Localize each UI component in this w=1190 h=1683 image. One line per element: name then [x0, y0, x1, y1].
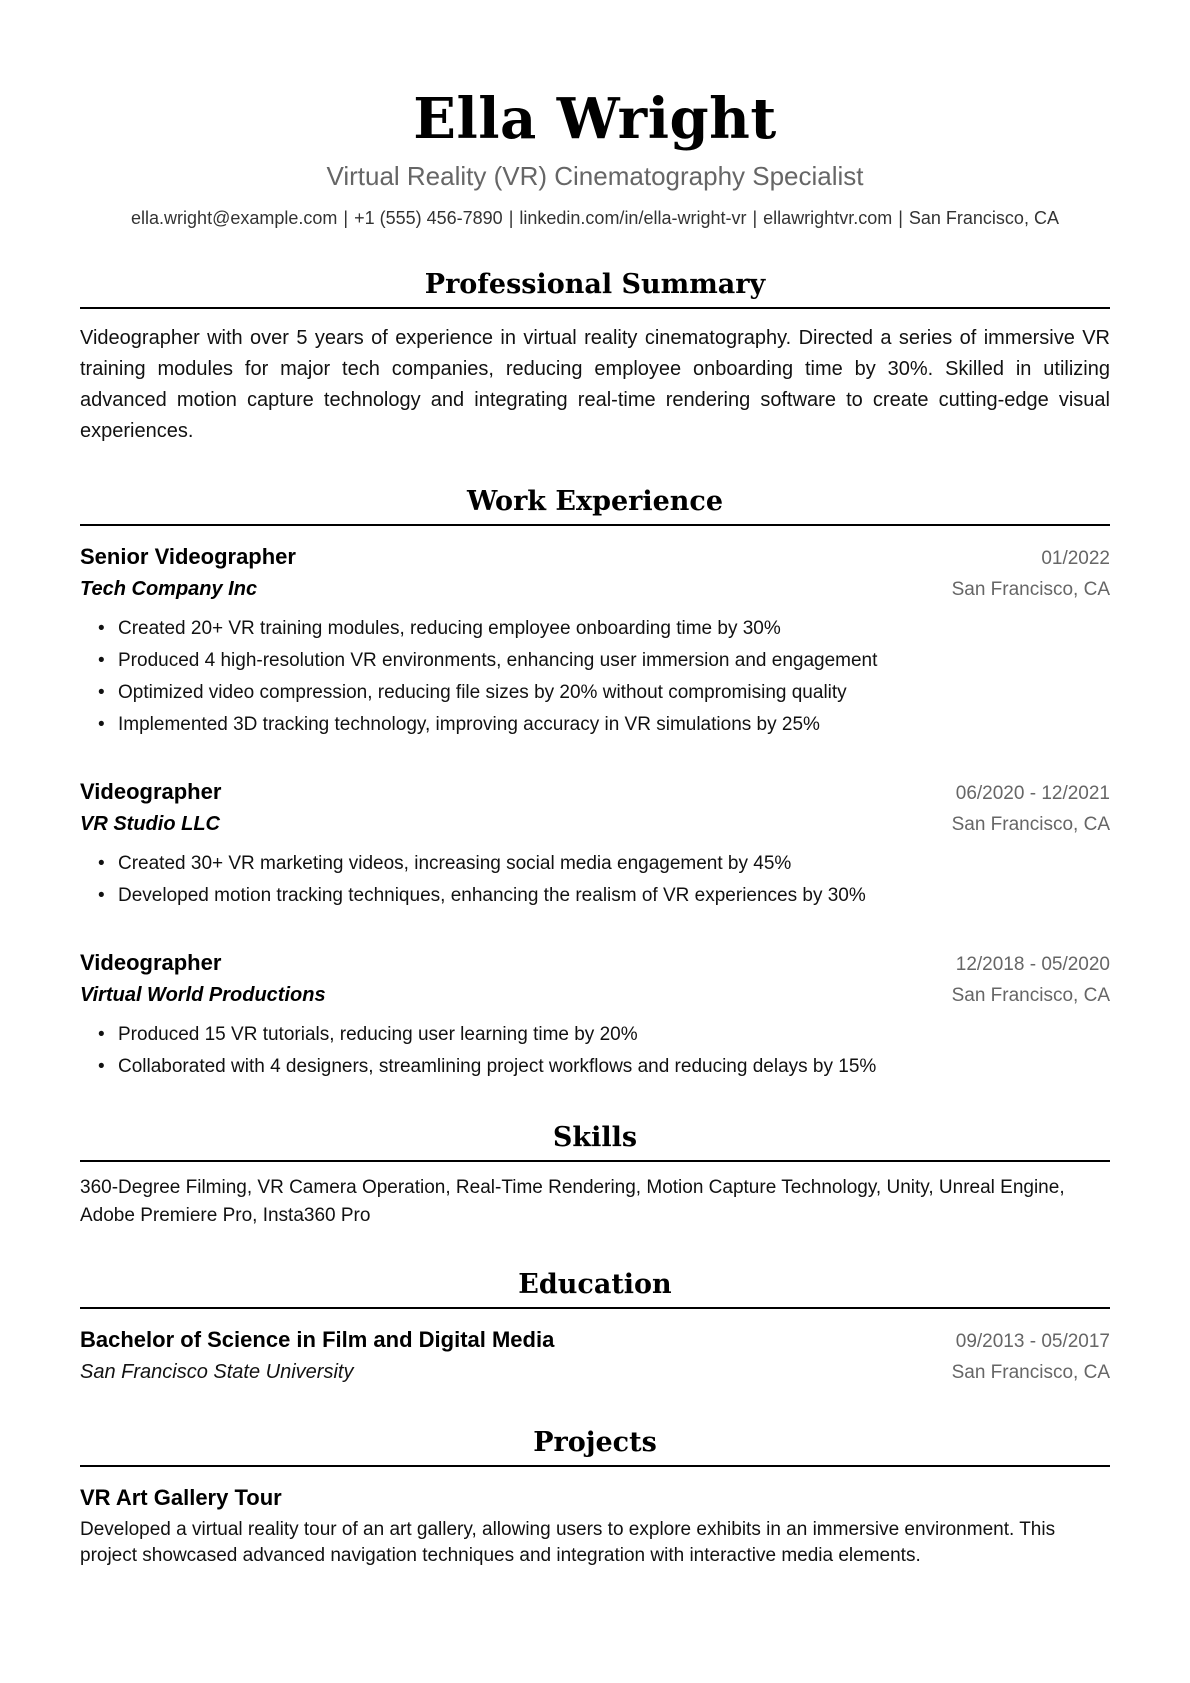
- job-entry: [80, 777, 1110, 912]
- section-title: Education: [518, 1269, 672, 1300]
- contact-phone[interactable]: +1 (555) 456-7890: [354, 208, 503, 228]
- contact-separator: |: [508, 208, 514, 228]
- summary-section: [80, 268, 1110, 447]
- candidate-name: Ella Wright: [413, 86, 777, 152]
- education-section: [80, 1268, 1110, 1388]
- education-degree: Bachelor of Science in Film and Digital Media: [80, 1327, 555, 1352]
- education-location: San Francisco, CA: [951, 1362, 1110, 1383]
- job-role: Videographer: [80, 950, 222, 975]
- project-entry: [80, 1483, 1110, 1569]
- resume-header: [80, 0, 1110, 230]
- job-bullet: • Collaborated with 4 designers, streamlining project workflows and reducing delays by 15%: [98, 1051, 1110, 1083]
- candidate-headline: Virtual Reality (VR) Cinematography Specialist: [326, 161, 864, 191]
- job-date: 12/2018 - 05/2020: [955, 954, 1110, 975]
- section-title: Skills: [552, 1122, 638, 1153]
- experience-section: [80, 485, 1110, 1083]
- section-title: Projects: [533, 1427, 657, 1458]
- project-description: Developed a virtual reality tour of an art gallery, allowing users to explore exhibits in an immersive environment. This project showcased advanced navigation techniques and integration with interactive media elements.: [80, 1519, 1056, 1566]
- job-role: Senior Videographer: [80, 544, 296, 569]
- contact-line: [80, 206, 1110, 230]
- section-divider: [80, 524, 1110, 526]
- job-location: San Francisco, CA: [951, 579, 1110, 600]
- section-title: Professional Summary: [424, 269, 766, 300]
- job-entry: [80, 948, 1110, 1083]
- job-bullets: [80, 613, 1110, 741]
- job-bullets: [80, 1019, 1110, 1083]
- job-entry: [80, 542, 1110, 741]
- job-location: San Francisco, CA: [951, 985, 1110, 1006]
- section-divider: [80, 307, 1110, 309]
- contact-separator: |: [898, 208, 903, 228]
- skills-text: 360-Degree Filming, VR Camera Operation, Real-Time Rendering, Motion Capture Technology, Unity, Unreal Engine, Adobe Premiere Pro, Insta360 Pro: [80, 1177, 1065, 1226]
- contact-separator: |: [343, 208, 349, 228]
- projects-section: [80, 1426, 1110, 1569]
- section-divider: [80, 1160, 1110, 1162]
- summary-text: Videographer with over 5 years of experience in virtual reality cinematography. Directed a series of immersive VR training modules for major tech companies, reducing employee onboarding time by 30%. Skilled in utilizing advanced motion capture technology and integrating real-time rendering software to create cutting-edge visual experiences.: [80, 327, 1110, 442]
- contact-website[interactable]: ellawrightvr.com: [763, 208, 893, 228]
- job-bullet: • Developed motion tracking techniques, enhancing the realism of VR experiences by 30%: [98, 880, 1110, 912]
- section-divider: [80, 1307, 1110, 1309]
- job-role: Videographer: [80, 779, 222, 804]
- contact-separator: |: [752, 208, 758, 228]
- job-date: 06/2020 - 12/2021: [955, 783, 1110, 804]
- education-entry: [80, 1325, 1110, 1388]
- job-company: Virtual World Productions: [80, 984, 326, 1006]
- education-school: San Francisco State University: [80, 1361, 354, 1383]
- job-bullet: • Produced 15 VR tutorials, reducing user learning time by 20%: [98, 1019, 1110, 1051]
- contact-location: San Francisco, CA: [908, 208, 1059, 228]
- job-bullet: • Created 30+ VR marketing videos, increasing social media engagement by 45%: [98, 848, 1110, 880]
- job-bullet: • Implemented 3D tracking technology, improving accuracy in VR simulations by 25%: [98, 709, 1110, 741]
- contact-linkedin[interactable]: linkedin.com/in/ella-wright-vr: [519, 208, 747, 228]
- section-divider: [80, 1465, 1110, 1467]
- job-bullet: • Produced 4 high-resolution VR environments, enhancing user immersion and engagement: [98, 645, 1110, 677]
- section-title: Work Experience: [466, 486, 724, 517]
- job-bullet: • Created 20+ VR training modules, reducing employee onboarding time by 30%: [98, 613, 1110, 645]
- job-date: 01/2022: [1041, 548, 1110, 569]
- job-bullet: • Optimized video compression, reducing file sizes by 20% without compromising quality: [98, 677, 1110, 709]
- job-company: VR Studio LLC: [80, 813, 220, 835]
- job-location: San Francisco, CA: [951, 814, 1110, 835]
- job-company: Tech Company Inc: [80, 578, 258, 600]
- skills-section: [80, 1121, 1110, 1230]
- project-title: VR Art Gallery Tour: [80, 1485, 282, 1510]
- education-date: 09/2013 - 05/2017: [955, 1331, 1110, 1352]
- job-bullets: [80, 848, 1110, 912]
- contact-email[interactable]: ella.wright@example.com: [131, 208, 338, 228]
